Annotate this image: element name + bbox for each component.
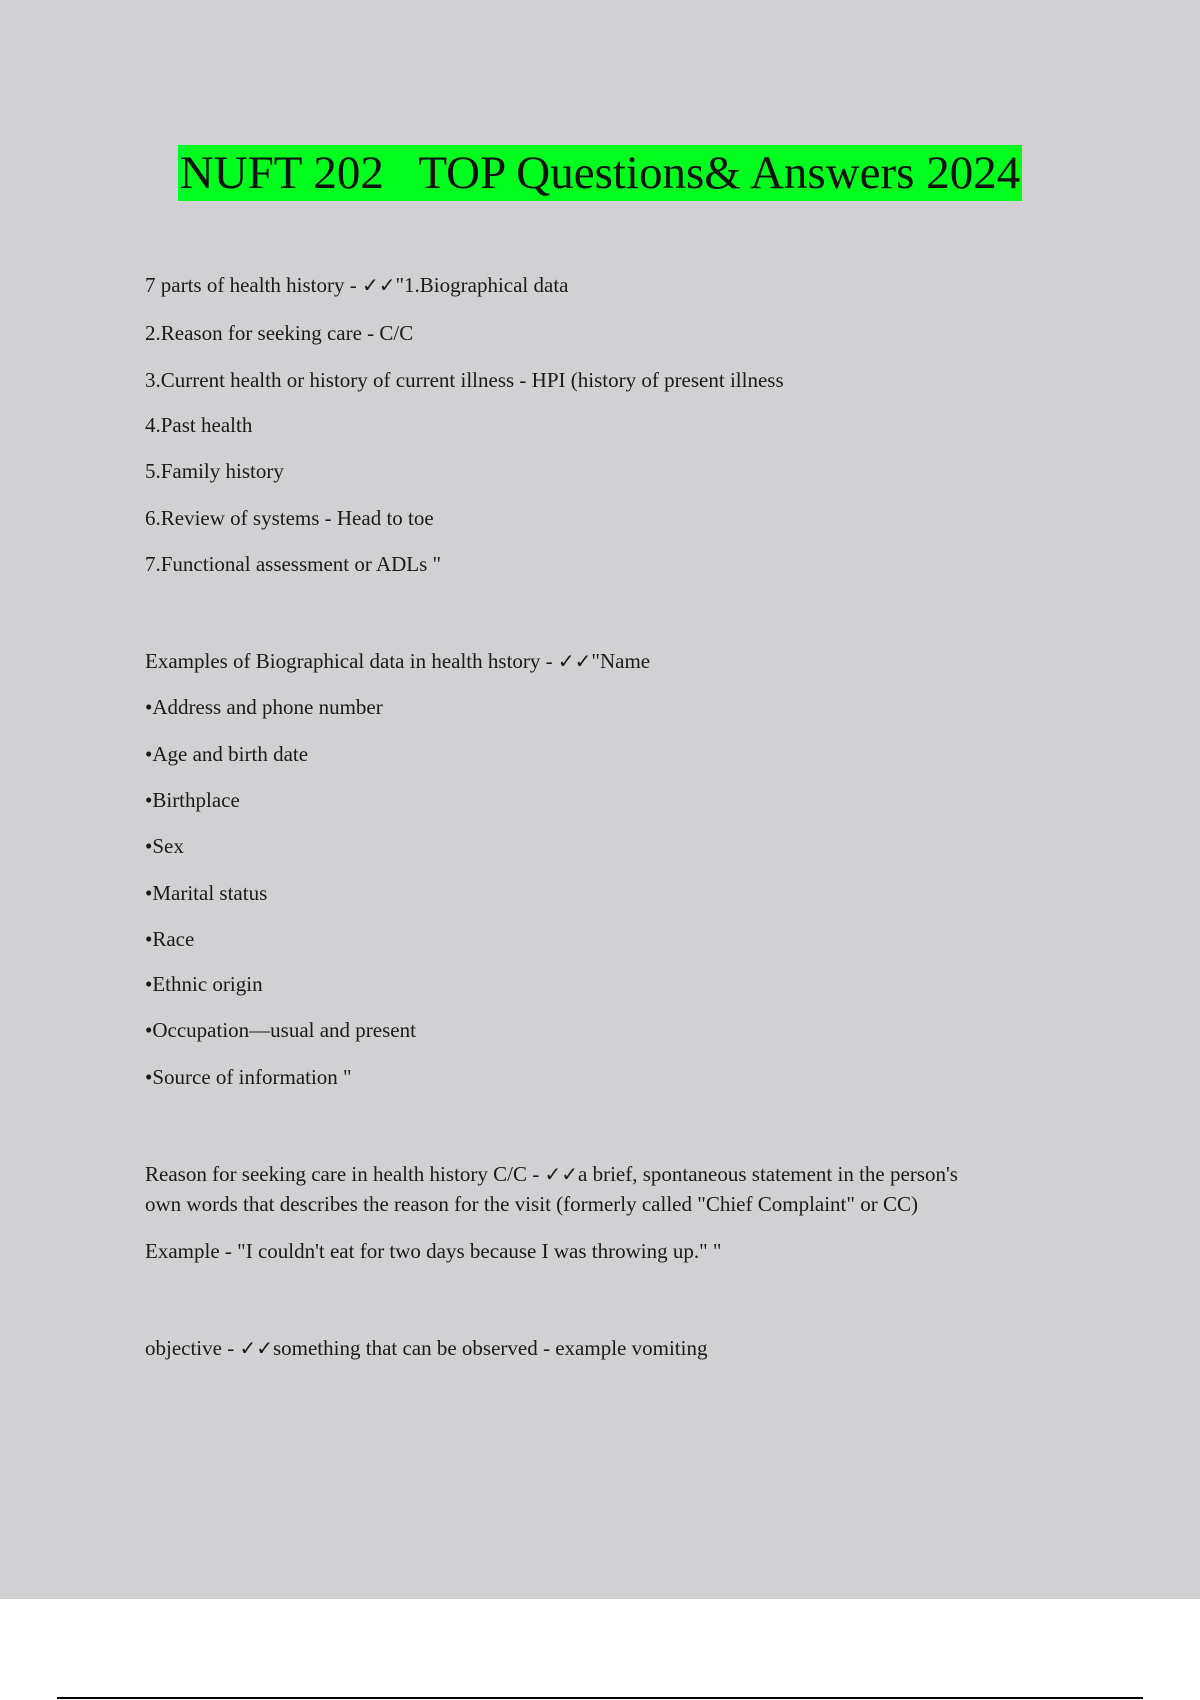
- q3-example: Example - "I couldn't eat for two days because I was throwing up." ": [145, 1239, 722, 1263]
- q2-list-item: •Ethnic origin: [145, 972, 263, 996]
- q3-question: Reason for seeking care in health history C/C -: [145, 1162, 545, 1186]
- q2-list-item: •Marital status: [145, 881, 268, 905]
- q1-list-item: 6.Review of systems - Head to toe: [145, 506, 434, 530]
- q2-list-item: •Age and birth date: [145, 742, 309, 766]
- q2-list-item: •Address and phone number: [145, 695, 383, 719]
- q4-answer: something that can be observed - example vomiting: [272, 1336, 708, 1360]
- footer-divider: [57, 1697, 1143, 1699]
- q1-question: 7 parts of health history -: [145, 273, 362, 297]
- check-icon: ✓✓: [361, 273, 396, 297]
- q1-question-line: [145, 270, 568, 300]
- q4-question-line: [145, 1333, 707, 1363]
- q2-list-item: •Source of information ": [145, 1065, 352, 1089]
- q4-question: objective -: [145, 1336, 240, 1360]
- q2-question: Examples of Biographical data in health hstory -: [145, 649, 558, 673]
- q3-question-line: [145, 1159, 958, 1189]
- q2-question-line: [145, 646, 650, 676]
- check-icon: ✓✓: [239, 1336, 273, 1360]
- q1-answer-first: "1.Biographical data: [395, 273, 569, 297]
- q2-list-item: •Sex: [145, 834, 184, 858]
- q2-list-item: •Occupation—usual and present: [145, 1018, 416, 1042]
- q1-list-item: 3.Current health or history of current illness - HPI (history of present illness: [145, 368, 784, 392]
- q1-list-item: 5.Family history: [145, 459, 284, 483]
- check-icon: ✓✓: [557, 649, 592, 673]
- document-title: NUFT 202 TOP Questions& Answers 2024: [179, 147, 1021, 199]
- check-icon: ✓✓: [544, 1162, 578, 1186]
- q2-answer-first: "Name: [591, 649, 651, 673]
- q1-list-item: 4.Past health: [145, 413, 253, 437]
- q2-list-item: •Race: [145, 927, 195, 951]
- q1-list-item: 7.Functional assessment or ADLs ": [145, 552, 442, 576]
- q3-answer-continuation: own words that describes the reason for the visit (formerly called "Chief Complaint" or CC): [145, 1192, 918, 1216]
- q2-list-item: •Birthplace: [145, 788, 240, 812]
- q3-answer-first: a brief, spontaneous statement in the person's: [578, 1162, 958, 1186]
- title-container: [0, 145, 1200, 201]
- q1-list-item: 2.Reason for seeking care - C/C: [145, 321, 414, 345]
